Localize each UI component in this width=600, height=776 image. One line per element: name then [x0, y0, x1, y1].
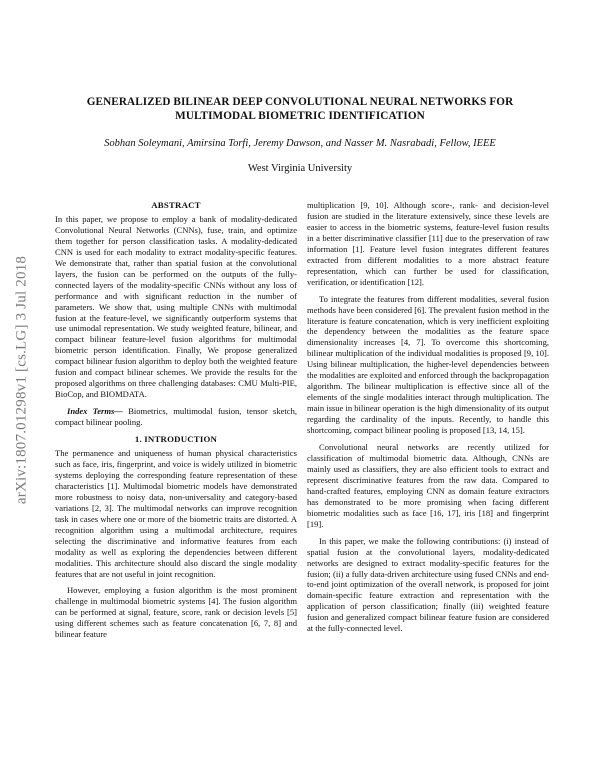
intro-paragraph-1: The permanence and uniqueness of human physical characteristics such as face, iris, fingerprint, and voice is widely utilized in biometric systems deploying the corresponding feature representation of these characteristics [1]. Multimodal biometric models have demonstrated more robustness to noisy data, non-universality and category-based variations [2, 3]. The multimodal networks can improve recognition task in cases where one or more of the biometric traits are distorted. A recognition algorithm using a multimodal architecture, requires selecting the discriminative and informative features from each modality as well as exploring the dependencies between different modalities. This architecture should also discard the single modality features that are not useful in joint recognition. — [55, 448, 297, 579]
title-line-2: MULTIMODAL BIOMETRIC IDENTIFICATION — [175, 109, 425, 122]
left-column — [55, 200, 297, 640]
title-line-1: GENERALIZED BILINEAR DEEP CONVOLUTIONAL NEURAL NETWORKS FOR — [86, 96, 514, 108]
paper-title — [60, 96, 540, 123]
index-terms-label: Index Terms— — [67, 406, 123, 417]
author-list: Sobhan Soleymani, Amirsina Torfi, Jeremy Dawson, and Nasser M. Nasrabadi, Fellow, IEEE — [104, 138, 496, 149]
arxiv-stamp — [4, 200, 40, 560]
arxiv-stamp-text: arXiv:1807.01298v1 [cs.LG] 3 Jul 2018 — [13, 255, 30, 505]
right-paragraph-4: In this paper, we make the following contributions: (i) instead of spatial fusion at the convolutional layers, modality-dedicated networks are designed to extract modality-specific features for the fusion; (ii) a fully data-driven architecture using fused CNNs and end-to-end joint optimization of the overall network, is proposed for joint domain-specific feature extraction and representation with the application of person classification; finally (iii) weighted feature fusion and generalized compact bilinear feature fusion are considered at the fully-connected level. — [307, 535, 549, 634]
affiliation: West Virginia University — [247, 163, 353, 174]
intro-paragraph-2: However, employing a fusion algorithm is the most prominent challenge in multimodal biometric systems [4]. The fusion algorithm can be performed at signal, feature, score, rank or decision levels [5] using different schemes such as feature concatenation [6, 7, 8] and bilinear feature — [55, 585, 297, 640]
introduction-heading: 1. INTRODUCTION — [134, 434, 218, 445]
abstract-heading: ABSTRACT — [151, 200, 201, 210]
abstract-text: In this paper, we propose to employ a bank of modality-dedicated Convolutional Neural Networks (CNNs), fuse, train, and optimize them together for person classification tasks. A modality-dedicated CNN is used for each modality to extract modality-specific features. We demonstrate that, rather than spatial fusion at the convolutional layers, the fusion can be performed on the outputs of the fully-connected layers of the modality-specific CNNs without any loss of performance and with significant reduction in the number of parameters. We show that, using multiple CNNs with multimodal fusion at the feature-level, we significantly outperform systems that use unimodal representation. We study weighted feature, bilinear, and compact bilinear feature-level fusion algorithms for multimodal biometric person identification. Finally, We propose generalized compact bilinear fusion algorithm to deploy both the weighted feature fusion and compact bilinear schemes. We provide the results for the proposed algorithms on three challenging databases: CMU Multi-PIE, BioCop, and BIOMDATA. — [55, 213, 297, 400]
index-terms — [55, 406, 297, 428]
index-terms-text: Biometrics, multimodal fusion, tensor sketch, compact bilinear pooling. — [55, 406, 297, 428]
right-column — [307, 200, 549, 634]
right-paragraph-1: multiplication [9, 10]. Although score-, rank- and decision-level fusion are studied in the literature extensively, since these levels are easier to access in the biometric systems, feature-level fusion results in a better discriminative classifier [11] due to the preservation of raw information [1]. Feature level fusion integrates different features extracted from different modalities to a more abstract feature representation, which can further be used for classification, verification, or identification [12]. — [307, 200, 549, 287]
right-paragraph-2: To integrate the features from different modalities, several fusion methods have been considered [6]. The prevalent fusion method in the literature is feature concatenation, which is very inefficient exploiting the dependency between the modalities as the feature space dimensionality increases [4, 7]. To overcome this shortcoming, bilinear multiplication of the individual modalities is proposed [9, 10]. Using bilinear multiplication, the higher-level dependencies between the modalities are exploited and enforced through the backpropagation algorithm. The bilinear multiplication is effective since all of the elements of the single modalities interact through multiplication. The main issue in bilinear operation is the high dimensionality of its output regarding the cardinality of the inputs. Recently, to handle this shortcoming, compact bilinear pooling is proposed [13, 14, 15]. — [307, 293, 549, 436]
right-paragraph-3: Convolutional neural networks are recently utilized for classification of multimodal biometric data. Although, CNNs are mainly used as classifiers, they are also efficient tools to extract and represent discriminative features from the raw data. Compared to hand-crafted features, employing CNN as domain feature extractors has demonstrated to be more promising when facing different biometric modalities such as face [16, 17], iris [18] and fingerprint [19]. — [307, 442, 549, 529]
